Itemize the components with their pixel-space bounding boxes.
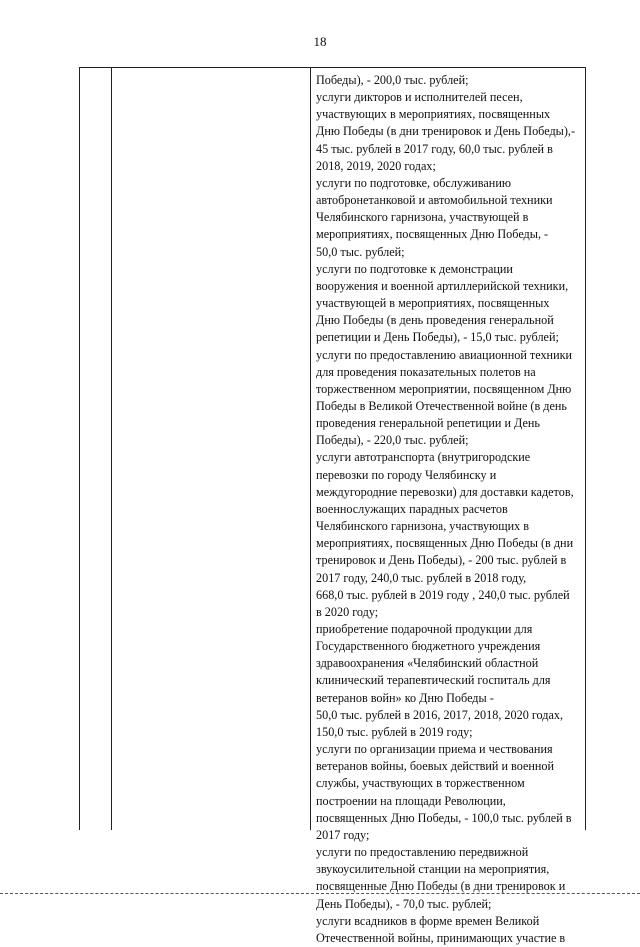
text-line: Победы в Великой Отечественной войне (в день (316, 398, 567, 413)
page-number: 18 (313, 34, 327, 49)
text-line: военнослужащих парадных расчетов (316, 501, 508, 516)
text-line: услуги по подготовке к демонстрации (316, 261, 513, 276)
text-line: Государственного бюджетного учреждения (316, 639, 541, 654)
text-line: участвующей в мероприятиях, посвященных (316, 296, 550, 311)
text-line: 50,0 тыс. рублей; (316, 244, 405, 259)
text-line: 2017 году, 240,0 тыс. рублей в 2018 году, (316, 570, 527, 585)
table-cell-text (316, 72, 584, 947)
text-line: для проведения показательных полетов на (316, 364, 536, 379)
text-line: участвующих в мероприятиях, посвященных (316, 107, 551, 122)
text-line: вооружения и военной артиллерийской техники, (316, 278, 569, 293)
text-line: проведения генеральной репетиции и День (316, 416, 540, 431)
text-line: ветеранов войны, боевых действий и военной (316, 759, 555, 774)
page-bottom-rule (0, 893, 640, 894)
text-line: услуги автотранспорта (внутригородские (316, 450, 531, 465)
text-line: День Победы), - 70,0 тыс. рублей; (316, 896, 492, 911)
text-line: 150,0 тыс. рублей в 2019 году; (316, 724, 473, 739)
text-line: службы, участвующих в торжественном (316, 776, 525, 791)
text-line: 2018, 2019, 2020 годах; (316, 158, 436, 173)
text-line: приобретение подарочной продукции для (316, 622, 533, 636)
text-line: услуги по предоставлению передвижной (316, 845, 529, 860)
text-line: услуги по подготовке, обслуживанию (316, 175, 511, 190)
text-line: посвященных Дню Победы, - 100,0 тыс. рублей в (316, 810, 572, 825)
text-line: услуги всадников в форме времен Великой (316, 913, 540, 928)
text-line: Дню Победы (в дни тренировок и День Победы),- (316, 124, 576, 139)
text-line: услуги по предоставлению авиационной техники (316, 347, 573, 362)
text-line: клинический терапевтический госпиталь для (316, 673, 551, 688)
text-line: в 2020 году; (316, 604, 379, 619)
text-line: Отечественной войны, принимающих участие в (316, 930, 566, 945)
text-line: тренировок и День Победы), - 200 тыс. рублей в (316, 553, 567, 568)
text-line: перевозки по городу Челябинску и (316, 467, 497, 482)
text-line: мероприятиях, посвященных Дню Победы (в дни (316, 536, 574, 551)
text-line: услуги дикторов и исполнителей песен, (316, 90, 523, 105)
text-line: автобронетанковой и автомобильной техники (316, 193, 553, 208)
text-line: торжественном мероприятии, посвященном Дню (316, 381, 572, 396)
text-line: 668,0 тыс. рублей в 2019 году , 240,0 тыс. рублей (316, 587, 570, 602)
text-line: 50,0 тыс. рублей в 2016, 2017, 2018, 2020 годах, (316, 707, 564, 722)
text-line: 2017 году; (316, 827, 370, 842)
text-line: 45 тыс. рублей в 2017 году, 60,0 тыс. рублей в (316, 141, 553, 156)
text-line: Челябинского гарнизона, участвующей в (316, 210, 529, 225)
text-line: репетиции и День Победы), - 15,0 тыс. рублей; (316, 330, 559, 345)
text-line: звукоусилительной станции на мероприятия, (316, 862, 550, 877)
text-line: построении на площади Революции, (316, 793, 506, 808)
text-line: посвященные Дню Победы (в дни тренировок и (316, 879, 566, 894)
text-line: ветеранов войн» ко Дню Победы - (316, 690, 494, 705)
text-line: услуги по организации приема и чествования (316, 742, 553, 757)
text-line: мероприятиях, посвященных Дню Победы, - (316, 227, 549, 242)
text-line: здравоохранения «Челябинский областной (316, 656, 539, 671)
column-divider-2 (310, 68, 311, 830)
text-line: Победы), - 220,0 тыс. рублей; (316, 433, 469, 448)
text-line: Победы), - 200,0 тыс. рублей; (316, 73, 469, 87)
text-line: Дню Победы (в день проведения генеральной (316, 313, 554, 328)
text-line: междугородние перевозки) для доставки кадетов, (316, 484, 574, 499)
document-table (79, 67, 586, 945)
column-divider-1 (111, 68, 112, 830)
text-line: Челябинского гарнизона, участвующих в (316, 519, 530, 534)
